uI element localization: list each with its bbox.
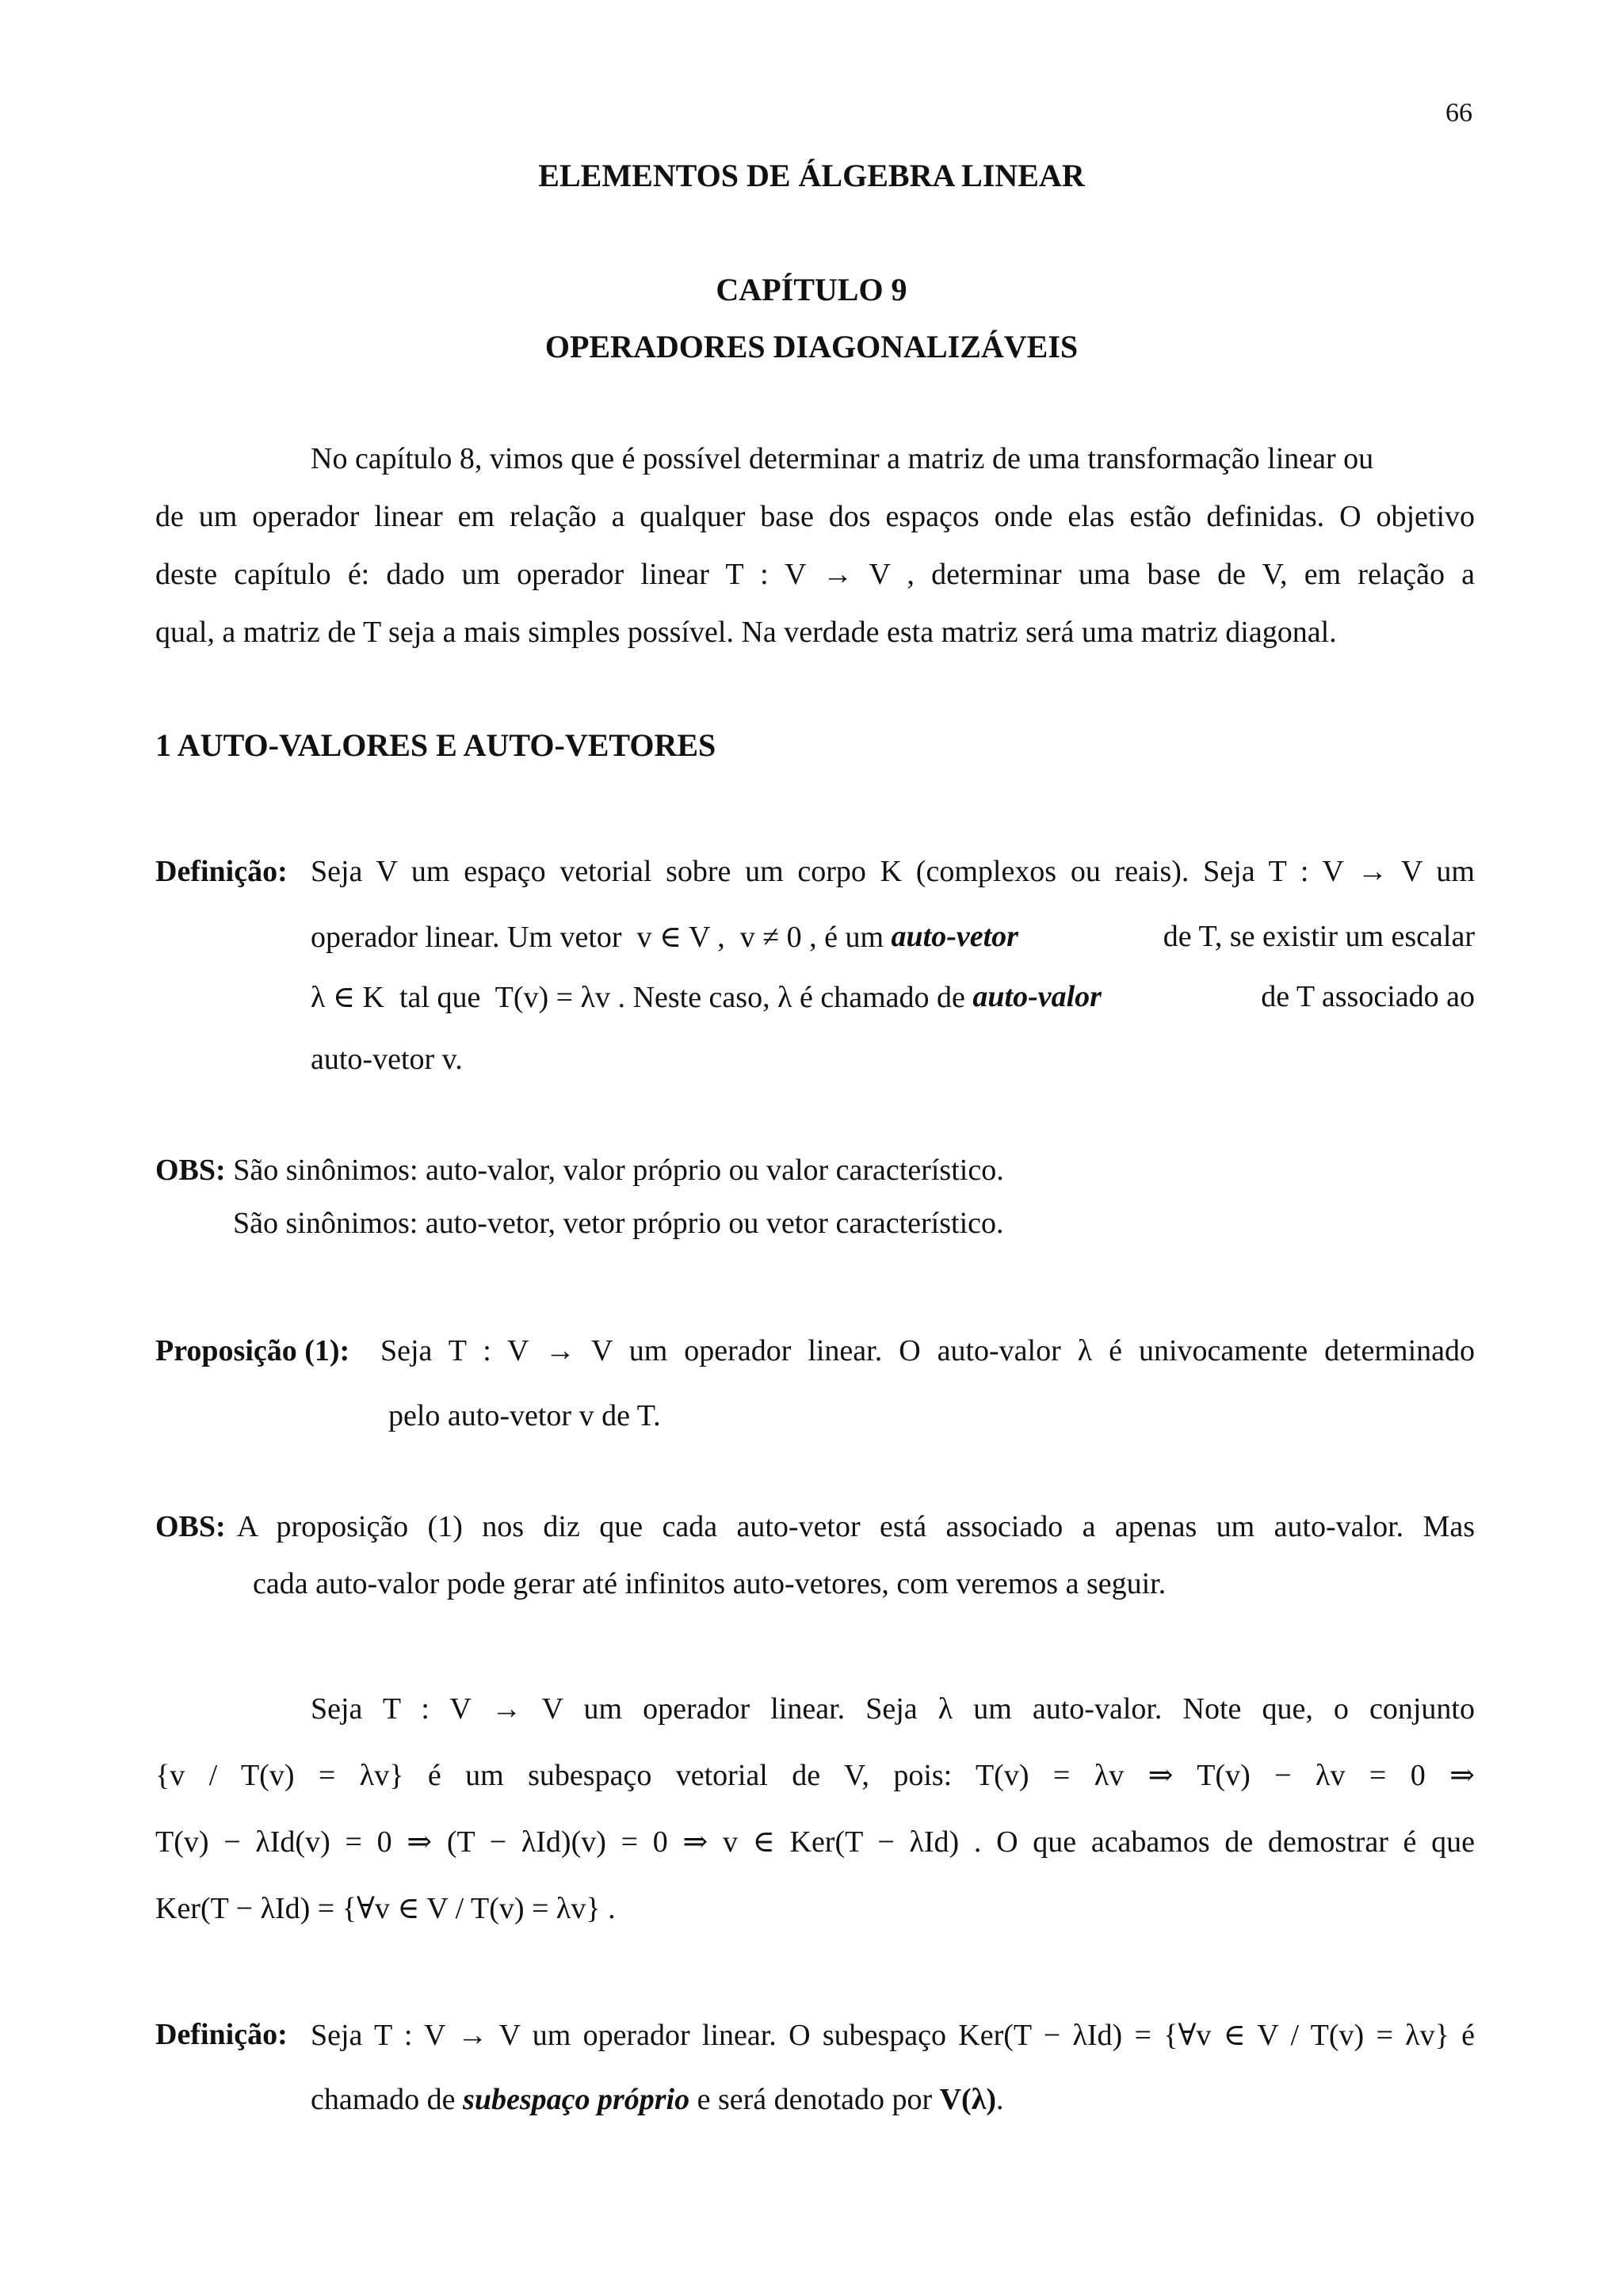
proposition-line-2: pelo auto-vetor v de T. (388, 1399, 661, 1432)
obs-1-label: OBS: (155, 1154, 226, 1187)
proposition-label: Proposição (1): (155, 1334, 350, 1367)
section-heading: 1 AUTO-VALORES E AUTO-VETORES (155, 727, 716, 763)
intro-line-4: qual, a matriz de T seja a mais simples possível. Na verdade esta matriz será uma matriz diagonal. (155, 616, 1337, 649)
term-subespaco-proprio: subespaço próprio (463, 2083, 690, 2116)
definition-2-label: Definição: (155, 2018, 288, 2051)
obs-2-text: A proposição (1) nos diz que cada auto-vetor está associado a apenas um auto-valor. Mas (236, 1510, 1475, 1543)
paragraph-line-4: Ker(T − λId) = {∀v ∈ V / T(v) = λv} . (155, 1892, 616, 1925)
definition-line-3b: de T associado ao (1253, 980, 1475, 1013)
definition-2-line-1: Seja T : V → V um operador linear. O subespaço Ker(T − λId) = {∀v ∈ V / T(v) = λv} é (311, 2019, 1475, 2052)
notation-v-lambda: V(λ) (939, 2083, 997, 2116)
term-auto-vetor: auto-vetor (891, 920, 1018, 953)
paragraph-line-1: Seja T : V → V um operador linear. Seja λ um auto-valor. Note que, o conjunto (311, 1692, 1475, 1726)
chapter-title: OPERADORES DIAGONALIZÁVEIS (544, 329, 1079, 364)
definition-line-2b: de T, se existir um escalar (1155, 920, 1475, 953)
page-number: 66 (1445, 98, 1472, 128)
definition-line-3a: λ ∈ K tal que T(v) = λv . Neste caso, λ é chamado de (311, 981, 973, 1014)
definition-line-4: auto-vetor v. (311, 1043, 463, 1076)
obs-2-line-2: cada auto-valor pode gerar até infinitos auto-vetores, com veremos a seguir. (253, 1567, 1167, 1600)
chapter-number: CAPÍTULO 9 (716, 272, 907, 307)
book-title: ELEMENTOS DE ÁLGEBRA LINEAR (538, 158, 1085, 193)
proposition-line-1: Seja T : V → V um operador linear. O auto-valor λ é univocamente determinado (380, 1334, 1475, 1367)
definition-2-line-2-end: . (996, 2083, 1004, 2116)
definition-line-2a: operador linear. Um vetor v ∈ V , v ≠ 0 , é um (311, 921, 892, 954)
paragraph-line-3: T(v) − λId(v) = 0 ⇒ (T − λId)(v) = 0 ⇒ v ∈ Ker(T − λId) . O que acabamos de demostrar é que (155, 1825, 1475, 1859)
term-auto-valor: auto-valor (972, 980, 1102, 1013)
obs-2-label: OBS: (155, 1510, 226, 1543)
definition-2-line-2a: chamado de (311, 2083, 464, 2116)
obs-1-line-1 (155, 1153, 1004, 1188)
definition-line-3 (311, 979, 1475, 1015)
definition-line-2 (311, 919, 1475, 955)
definition-line-1: Seja V um espaço vetorial sobre um corpo K (complexos ou reais). Seja T : V → V um (311, 855, 1475, 888)
definition-label: Definição: (155, 855, 288, 888)
intro-line-2: de um operador linear em relação a qualquer base dos espaços onde elas estão definidas. O objetivo (155, 500, 1475, 533)
definition-2-line-2 (311, 2082, 1004, 2117)
definition-2-line-2b: e será denotado por (689, 2083, 940, 2116)
intro-line-1: No capítulo 8, vimos que é possível determinar a matriz de uma transformação linear ou (311, 442, 1374, 475)
obs-2-line-1 (155, 1509, 1475, 1544)
obs-1-text: São sinônimos: auto-valor, valor próprio ou valor característico. (233, 1154, 1004, 1187)
obs-1-line-2: São sinônimos: auto-vetor, vetor próprio ou vetor característico. (233, 1207, 1004, 1240)
paragraph-line-2: {v / T(v) = λv} é um subespaço vetorial de V, pois: T(v) = λv ⇒ T(v) − λv = 0 ⇒ (155, 1759, 1475, 1792)
intro-line-3: deste capítulo é: dado um operador linear T : V → V , determinar uma base de V, em relação a (155, 558, 1475, 591)
